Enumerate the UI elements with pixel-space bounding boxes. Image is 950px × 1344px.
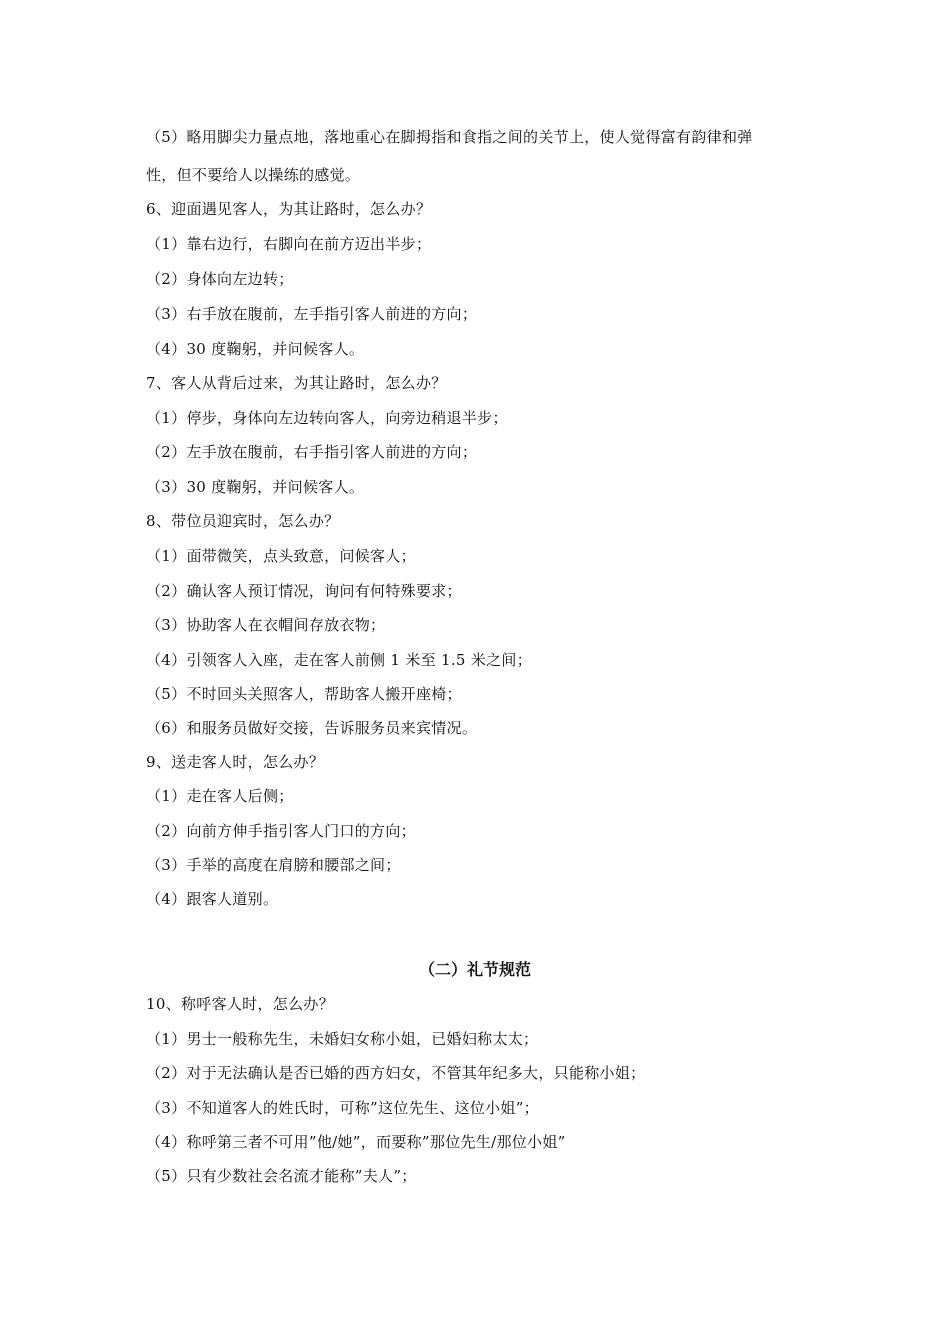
list-item: （4）跟客人道别。 — [146, 890, 279, 908]
list-item: （3）右手放在腹前，左手指引客人前进的方向； — [146, 305, 478, 323]
text-line: （5）略用脚尖力量点地，落地重心在脚拇指和食指之间的关节上，使人觉得富有韵律和弹 — [146, 128, 753, 146]
list-item: （1）面带微笑，点头致意，问候客人； — [146, 547, 416, 565]
list-item: （1）走在客人后侧； — [146, 787, 294, 805]
list-item: （2）左手放在腹前，右手指引客人前进的方向； — [146, 443, 478, 461]
list-item: （2）对于无法确认是否已婚的西方妇女，不管其年纪多大，只能称小姐； — [146, 1064, 646, 1082]
list-item: （6）和服务员做好交接，告诉服务员来宾情况。 — [146, 719, 478, 737]
list-item: （3）手举的高度在肩膀和腰部之间； — [146, 856, 401, 874]
list-item: （5）不时回头关照客人，帮助客人搬开座椅； — [146, 685, 462, 703]
list-item: （1）靠右边行，右脚向在前方迈出半步； — [146, 235, 432, 253]
list-item: （4）引领客人入座，走在客人前侧 1 米至 1.5 米之间； — [146, 651, 533, 669]
section-heading-text: （二）礼节规范 — [418, 960, 531, 979]
list-item: （2）身体向左边转； — [146, 270, 294, 288]
question-6: 6、迎面遇见客人，为其让路时，怎么办？ — [146, 200, 432, 218]
question-10: 10、称呼客人时，怎么办？ — [146, 995, 334, 1013]
question-7: 7、客人从背后过来，为其让路时，怎么办？ — [146, 374, 447, 392]
question-8: 8、带位员迎宾时，怎么办？ — [146, 512, 340, 530]
list-item: （4）30 度鞠躬，并问候客人。 — [146, 340, 365, 358]
list-item: （4）称呼第三者不可用”他/她”，而要称”那位先生/那位小姐” — [146, 1133, 566, 1151]
list-item: （2）向前方伸手指引客人门口的方向； — [146, 822, 416, 840]
list-item: （3）30 度鞠躬，并问候客人。 — [146, 478, 365, 496]
list-item: （5）只有少数社会名流才能称”夫人”； — [146, 1167, 417, 1185]
section-heading — [0, 959, 950, 981]
list-item: （2）确认客人预订情况，询问有何特殊要求； — [146, 582, 462, 600]
list-item: （1）男士一般称先生，未婚妇女称小姐，已婚妇称太太； — [146, 1030, 539, 1048]
question-9: 9、送走客人时，怎么办？ — [146, 753, 325, 771]
text-line: 性，但不要给人以操练的感觉。 — [146, 166, 361, 184]
list-item: （3）协助客人在衣帽间存放衣物； — [146, 616, 386, 634]
list-item: （3）不知道客人的姓氏时，可称”这位先生、这位小姐”； — [146, 1099, 539, 1117]
list-item: （1）停步，身体向左边转向客人，向旁边稍退半步； — [146, 409, 508, 427]
